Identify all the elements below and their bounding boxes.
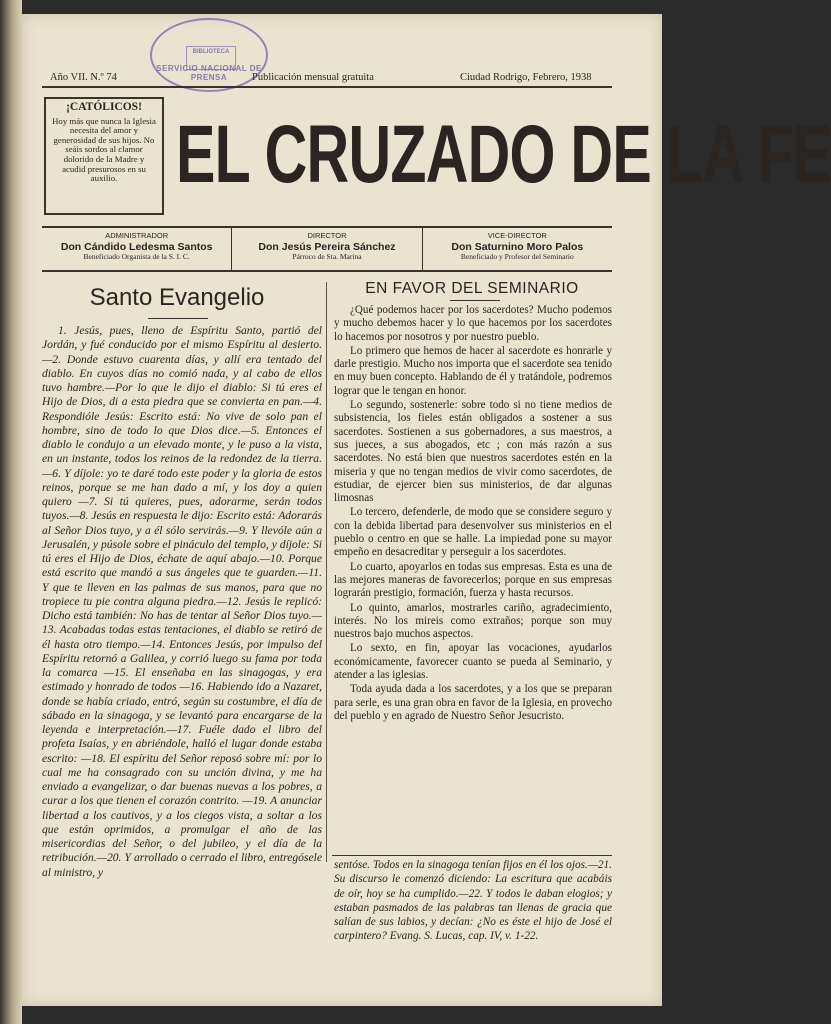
article-paragraph: Toda ayuda dada a los sacerdotes, y a los que se preparan para serle, es una gran obra en favor de la Iglesia, en provecho del pueblo y en agrado de Nuestro Señor Jesucristo.: [334, 683, 612, 722]
issue-number: Año VII. N.º 74: [50, 72, 117, 83]
title-underline: [450, 300, 500, 301]
staff-vice-director: [423, 228, 612, 270]
evangelio-continuation: sentóse. Todos en la sinagoga tenían fijos en él los ojos.—21. Su discurso le comenzó diciendo: La escritura que acabáis de oír, hoy se ha cumplido.—22. Y todos le daban elogios; y estaban pasmados de las palabras tan llenas de gracia que salían de sus labios, y decían: ¿No es éste el hijo de José el carpintero? Evang. S. Lucas, cap. IV, v. 1-22.: [334, 859, 612, 943]
article-paragraph: Lo segundo, sostenerle: sobre todo si no tiene medios de subsistencia, los fieles están obligados a sostener a sus sacerdotes. Sostienen a sus gobernadores, a sus maestros, a sus jueces, a sus abogados, etc ; con más razón a sus sacerdotes. No está bien que nuestros sacerdotes estén en la miseria y que no tengan medios de vivir como sacerdotes, de estudiar, de ejercer bien sus ministerios, de dar algunas limosnas: [334, 399, 612, 505]
evangelio-text: 1. Jesús, pues, lleno de Espíritu Santo, partió del Jordán, y fué conducido por el mismo Espíritu al desierto.—2. Donde estuvo cuarenta días, y allí era tentado del diablo. En cuyos días no comió nada, y al cabo de ellos tuvo hambre.—Por lo que le dijo el diablo: Si tú eres el Hijo de Dios, di a esta piedra que se convierta en pan.—4. Respondióle Jesús: Escrito está: No vive de solo pan el hombre, sino de todo lo que Dios dice.—5. Entonces el diablo le condujo a un elevado monte, y le puso a la vista, en un instante, todos los reinos de la redondez de la tierra.—6. Y díjole: yo te daré todo este poder y la gloria de estos reinos, porque se me han dado a mí, y los doy a quien quiero —7. Si tú quieres, pues, adorarme, serán todos tuyos.—8. Jesús en respuesta le dijo: Escrito está: Adorarás al Señor Dios tuyo, y a él sólo servirás.—9. Y llevóle aún a Jerusalén, y púsole sobre el pináculo del templo, y díjole: Si tú eres el Hijo de Dios, échate de aquí abajo.—10. Porque está escrito que mandó a sus ángeles que te guarden.—11. Y que te lleven en las palmas de sus manos, para que no tropiece tu pie contra alguna piedra.—12. Jesús le replicó: Dicho está también: No has de tentar al Señor Dios tuyo.—13. Acabadas todas estas tentaciones, el diablo se retiró de él hasta otro tiempo.—14. Entonces Jesús, por impulso del Espíritu retornó a Galilea, y corrió luego su fama por toda la comarca —15. El enseñaba en las sinagogas, y era estimado y honrado de todos —16. Habiendo ido a Nazaret, donde se había criado, entró, según su costumbre, el día de sábado en la sinagoga, y se levantó para encargarse de la leyenda e interpretación.—17. Fuéle dado el libro del profeta Isaías, y en abriéndole, halló el lugar donde estaba escrito: —18. El espíritu del Señor reposó sobre mí: por lo cual me ha consagrado con su unción divina, y me ha enviado a evangelizar, o dar buenas nuevas a los pobres, a curar a los que tienen el corazón contrito. —19. A anunciar libertad a los cautivos, y a los ciegos vista, a soltar a los que están oprimidos, a promulgar el año de las misericordias del Señor, o del jubileo, y el día de la retribución.—20. Y arrollado o cerrado el libro, entregósele al ministro, y: [42, 324, 322, 879]
evangelio-title: Santo Evangelio: [89, 284, 265, 311]
place-date: Ciudad Rodrigo, Febrero, 1938: [460, 72, 592, 83]
article-paragraph: ¿Qué podemos hacer por los sacerdotes? Mucho podemos y mucho debemos hacer y lo que hacemos por los sacerdotes lo hacemos por nosotros y por nuestro pueblo.: [334, 304, 612, 343]
article-paragraph: Lo primero que hemos de hacer al sacerdote es honrarle y darle prestigio. Mucho nos importa que el sacerdote sea tenido en muy buen concepto. Hablando de él y tratándole, podremos lograr que le tengan en honor.: [334, 344, 612, 397]
catolicos-body: Hoy más que nunca la Iglesia necesita del amor y generosidad de sus hijos. No seáis sordos al clamor dolorido de la Madre y acudid presurosos en su auxilio.: [52, 115, 156, 184]
newspaper-title: EL CRUZADO DE LA FE: [176, 109, 831, 200]
seminario-title: EN FAVOR DEL SEMINARIO: [365, 280, 579, 297]
article-paragraph: Lo quinto, amarlos, mostrarles cariño, agradecimiento, interés. No los mireis como extraños; porque son muy nuestros bajo muchos aspectos.: [334, 601, 612, 641]
section-divider: [332, 855, 612, 856]
staff-description: Beneficiado Organista de la S. I. C.: [83, 252, 190, 261]
masthead-area: [42, 92, 831, 220]
staff-description: Párroco de Sta. Marina: [292, 252, 362, 261]
article-paragraph: Lo tercero, defenderle, de modo que se considere seguro y con la debida libertad para desenvolver sus ministerios en el pueblo o centro en que se halle. La impiedad pone su mayor empeño en desacreditar y perseguir a los sacerdotes.: [334, 506, 612, 559]
staff-name: Don Jesús Pereira Sánchez: [258, 240, 396, 253]
staff-bar: [42, 226, 612, 272]
column-divider: [326, 282, 327, 862]
title-underline: [148, 318, 208, 319]
staff-name: Don Saturnino Moro Palos: [451, 240, 584, 253]
staff-director: [232, 228, 422, 270]
distribution-note: Publicación mensual gratuita: [252, 72, 374, 83]
catolicos-title: ¡CATÓLICOS!: [66, 101, 142, 113]
article-paragraph: Lo sexto, en fin, apoyar las vocaciones, ayudarlos económicamente, favorecer cuanto se pueda al Seminario, y atender a las iglesias.: [334, 642, 612, 682]
stamp-ring-text: SERVICIO NACIONAL DE PRENSA: [156, 64, 262, 82]
staff-role: DIRECTOR: [307, 231, 347, 240]
staff-role: VICE-DIRECTOR: [487, 231, 547, 240]
staff-administrator: [42, 228, 232, 270]
book-spine: [0, 0, 22, 1024]
issue-line: [42, 72, 612, 88]
seminario-article: [334, 304, 612, 854]
article-paragraph: Lo cuarto, apoyarlos en todas sus empresas. Esta es una de las mejores maneras de favorecerlos; porque en sus empresas lograrán prestigio, formación, fuerza y hasta recursos.: [334, 560, 612, 600]
stamp-center-text: BIBLIOTECA: [186, 46, 236, 70]
catolicos-box: [44, 97, 164, 215]
staff-name: Don Cándido Ledesma Santos: [60, 240, 213, 253]
staff-role: ADMINISTRADOR: [105, 231, 169, 240]
staff-description: Beneficiado y Profesor del Seminario: [460, 252, 574, 261]
